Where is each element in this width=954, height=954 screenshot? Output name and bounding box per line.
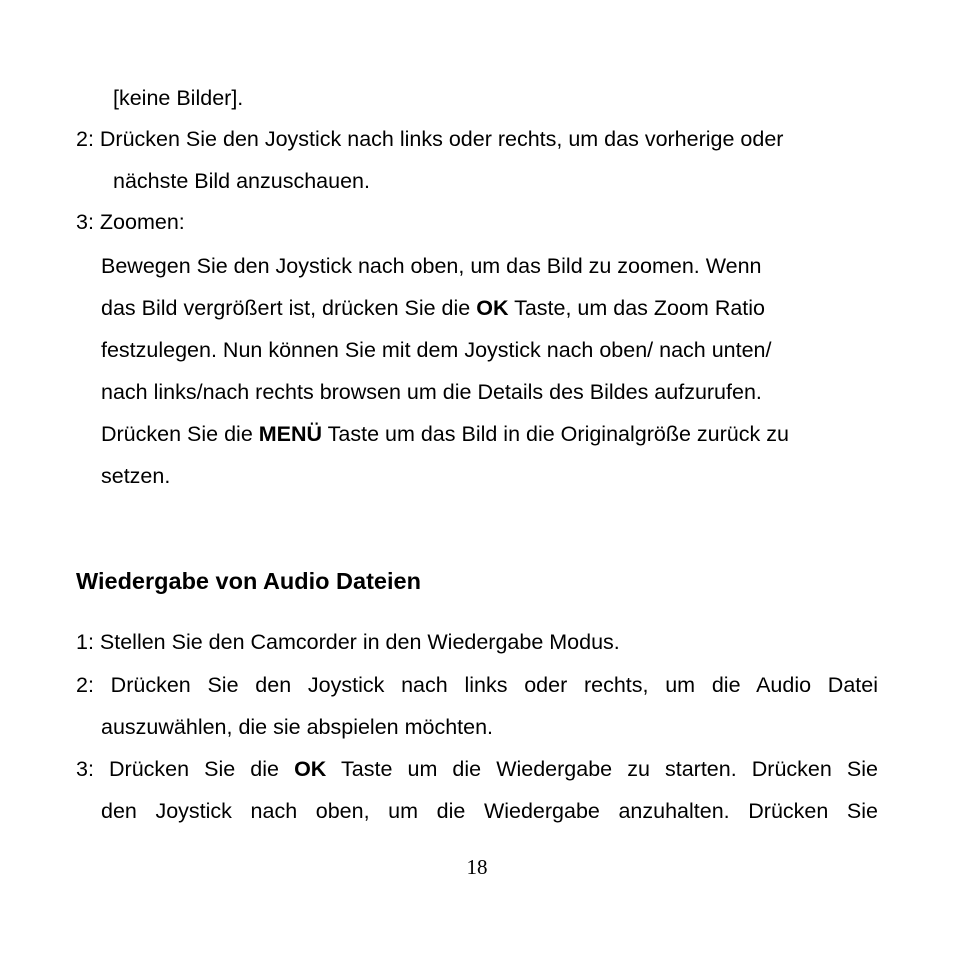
text-line: setzen. [101,464,171,488]
text-line: nächste Bild anzuschauen. [113,169,370,193]
text-line: 2: Drücken Sie den Joystick nach links oder rechts, um die Audio Datei [76,673,878,697]
text-segment: Taste um das Bild in die Originalgröße zurück zu [322,422,789,446]
ok-key-label: OK [294,757,327,781]
menu-key-label: MENÜ [258,422,323,446]
text-line: [keine Bilder]. [113,86,244,110]
ok-key-label: OK [476,296,509,320]
text-segment: das Bild vergrößert ist, drücken Sie die [101,296,477,320]
text-line: auszuwählen, die sie abspielen möchten. [101,715,494,739]
section-heading: Wiedergabe von Audio Dateien [76,568,421,594]
text-line: festzulegen. Nun können Sie mit dem Joystick nach oben/ nach unten/ [101,338,772,362]
text-line: den Joystick nach oben, um die Wiedergabe anzuhalten. Drücken Sie [101,799,878,823]
text-line: Bewegen Sie den Joystick nach oben, um das Bild zu zoomen. Wenn [101,254,762,278]
text-line: 2: Drücken Sie den Joystick nach links oder rechts, um das vorherige oder [76,127,784,151]
text-segment: Drücken Sie die [101,422,259,446]
text-line [101,298,765,320]
text-line [101,424,789,446]
text-line: 3: Zoomen: [76,210,185,234]
text-segment: Taste, um das Zoom Ratio [508,296,766,320]
page-number: 18 [466,855,488,879]
text-line: nach links/nach rechts browsen um die Details des Bildes aufzurufen. [101,380,762,404]
text-line: 1: Stellen Sie den Camcorder in den Wiedergabe Modus. [76,630,620,654]
text-segment: 3: Drücken Sie die [76,757,295,781]
text-line [76,759,878,781]
text-segment: Taste um die Wiedergabe zu starten. Drücken Sie [326,757,878,781]
